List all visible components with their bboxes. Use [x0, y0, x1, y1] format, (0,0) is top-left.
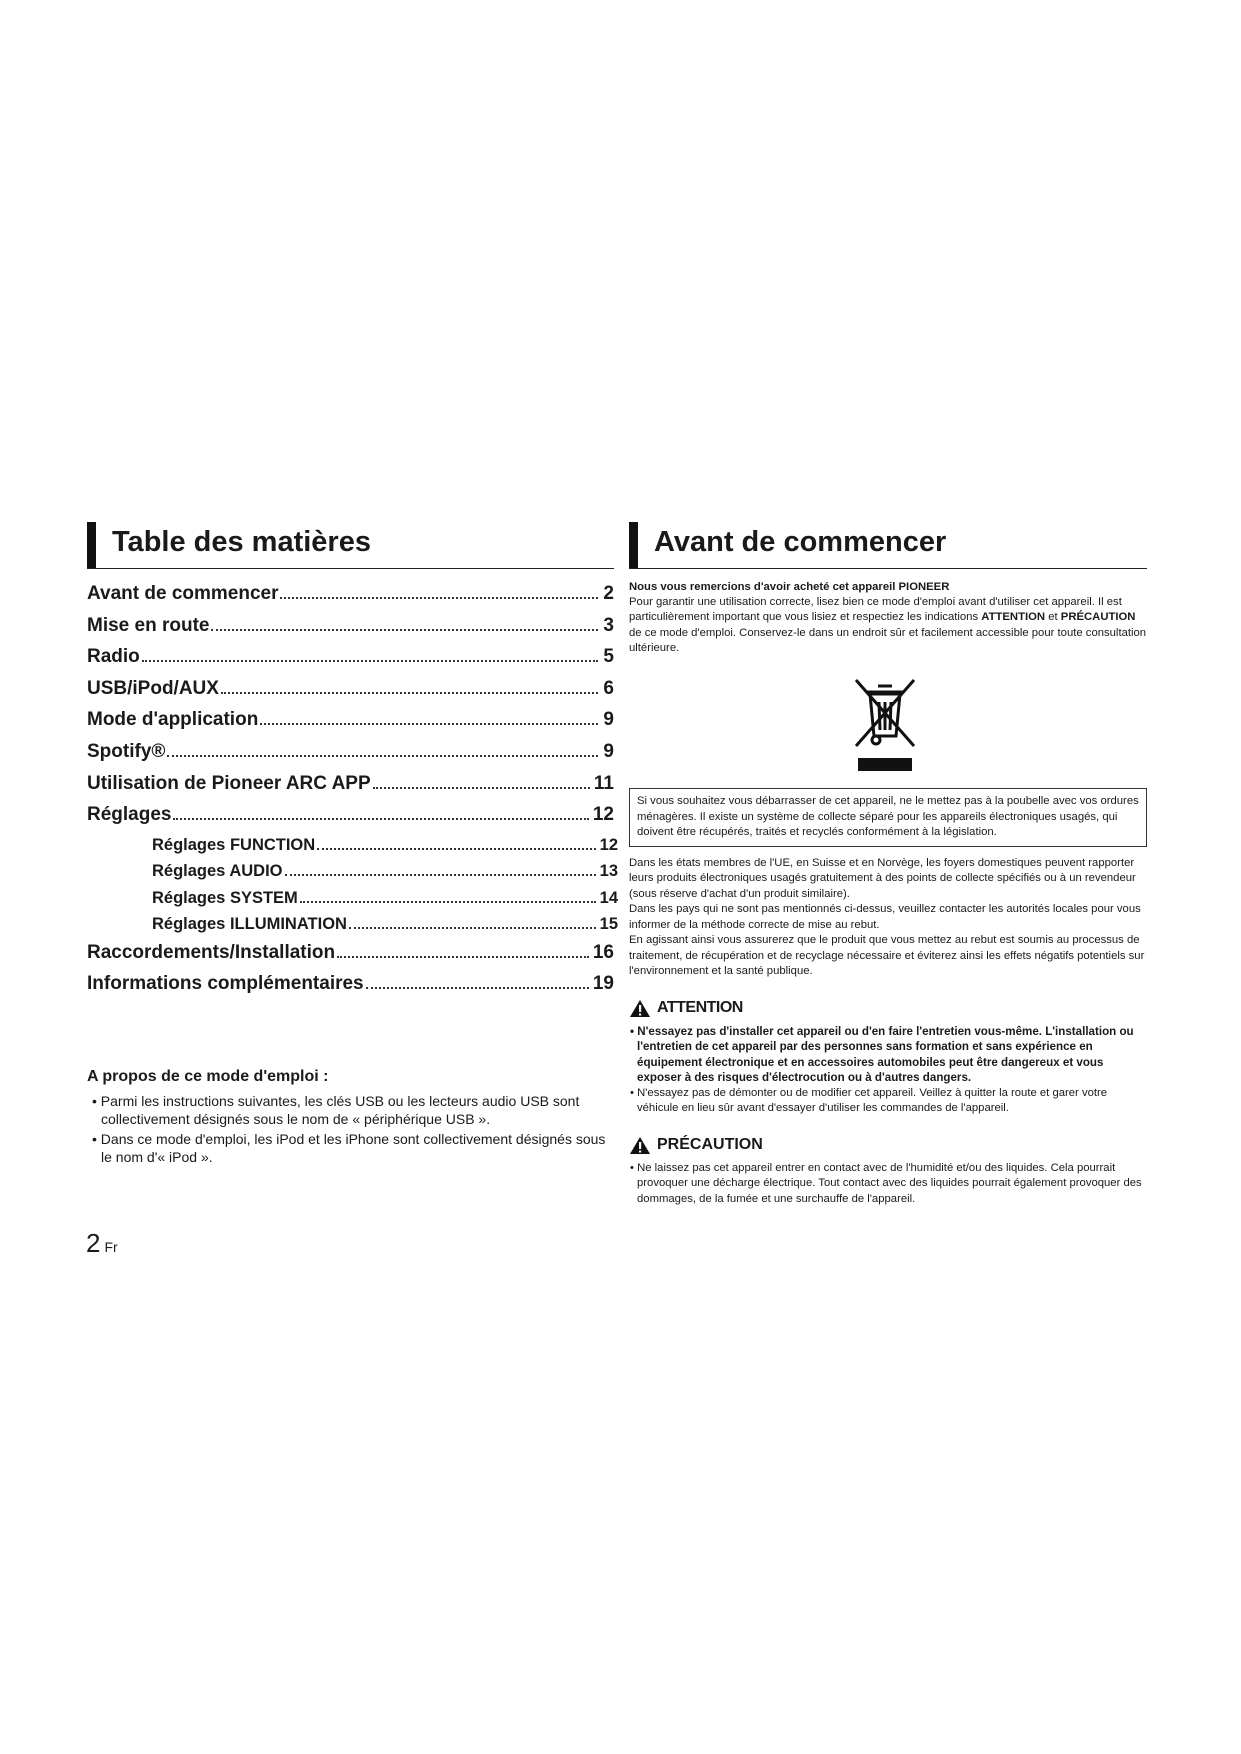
intro-text: Nous vous remercions d'avoir acheté cet appareil PIONEER Pour garantir une utilisation correcte, lisez bien ce mode d'emploi avant d'utiliser cet appareil. Il est particulièrement important que vous lisiez et respectiez les indications ATTENTION et PRÉCAUTION de ce mode d'emploi. Conservez-le dans un endroit sûr et facilement accessible pour toute consultation ultérieure. [629, 581, 1147, 654]
toc-entry[interactable] [87, 709, 614, 741]
toc-entry-page: 14 [599, 888, 618, 907]
attention-heading: ATTENTION [629, 999, 1147, 1018]
toc-entry-label: Réglages FUNCTION [152, 835, 316, 854]
toc-entry[interactable] [152, 862, 618, 889]
toc-entry-page: 16 [592, 941, 614, 963]
toc-leader-dots [349, 927, 596, 929]
toc-leader-dots [366, 987, 589, 989]
toc-leader-dots [211, 629, 598, 631]
toc-leader-dots [317, 848, 595, 850]
toc-entry-label: Spotify® [87, 740, 166, 762]
toc-entry-page: 19 [592, 973, 614, 995]
page-number: 2 Fr [86, 1228, 118, 1258]
attention-bullet: • N'essayez pas de démonter ou de modifier cet appareil. Veillez à quitter la route et garer votre véhicule en lieu sûr avant d'essayer d'utiliser les commandes de l'appareil. [630, 1086, 1108, 1115]
toc-entry-label: Utilisation de Pioneer ARC APP [87, 772, 371, 794]
before-start-column [629, 522, 1147, 1207]
toc-column [87, 522, 618, 1005]
toc-entry[interactable] [152, 836, 618, 863]
toc-entry-page: 9 [603, 709, 614, 731]
toc-entry-page: 9 [603, 740, 614, 762]
toc-leader-dots [221, 692, 598, 694]
disposal-notice: Si vous souhaitez vous débarrasser de cet appareil, ne le mettez pas à la poubelle avec vos ordures ménagères. Il existe un système de collecte séparé pour les appareils électroniques usagés, qui doivent être récupérés, traités et recyclés conformément à la législation. [629, 788, 1147, 847]
toc-leader-dots [373, 787, 590, 789]
toc-entry-page: 11 [593, 772, 614, 794]
before-start-title: Avant de commencer [654, 526, 947, 558]
toc-entry[interactable] [87, 741, 614, 773]
toc-leader-dots [280, 597, 598, 599]
attention-bullet: • N'essayez pas d'installer cet appareil ou d'en faire l'entretien vous-même. L'installation ou l'entretien de cet appareil par des personnes sans formation et sans expérience en équipement électronique et en accessoires automobiles peut être dangereux et vous exposer à des risques d'électrocution ou à d'autres dangers. [630, 1024, 1134, 1085]
section-bar [87, 522, 96, 568]
toc-entry-label: Réglages ILLUMINATION [152, 915, 347, 934]
section-bar [629, 522, 638, 568]
toc-entry-label: Réglages [87, 804, 172, 826]
language-code: Fr [104, 1239, 118, 1255]
toc-leader-dots [260, 723, 598, 725]
toc-entry-page: 15 [599, 915, 618, 934]
toc-entry-page: 12 [599, 835, 618, 854]
toc-entry-page: 12 [592, 804, 614, 826]
toc-leader-dots [142, 660, 598, 662]
precaution-heading: PRÉCAUTION [629, 1136, 1147, 1155]
toc-entry[interactable] [87, 678, 614, 710]
toc-leader-dots [285, 874, 596, 876]
crossed-out-wheelie-bin-icon [852, 674, 916, 774]
about-bullet: • Dans ce mode d'emploi, les iPod et les iPhone sont collectivement désignés sous le nom d'« iPod ». [92, 1131, 606, 1165]
toc-entry[interactable] [152, 915, 618, 942]
toc-entry[interactable] [87, 615, 614, 647]
toc-leader-dots [167, 755, 598, 757]
toc-entry-page: 2 [603, 583, 614, 604]
disposal-text: Dans les états membres de l'UE, en Suisse et en Norvège, les foyers domestiques peuvent rapporter leurs produits électroniques usagés gratuitement à des points de collecte spécifiés ou à un revendeur (sous réserve d'achat d'un produit similaire). Dans les pays qui ne sont pas mentionnés ci-dessus, veuillez contacter les autorités locales pour vous informer de la méthode correcte de mise au rebut. En agissant ainsi vous assurerez que le produit que vous mettez au rebut est soumis au processus de traitement, de récupération et de recyclage nécessaire et éviterez ainsi les effets négatifs potentiels sur l'environnement et la santé publique. [629, 856, 1145, 978]
toc-leader-dots [300, 901, 596, 903]
toc-leader-dots [173, 818, 588, 820]
toc-entry[interactable] [87, 942, 614, 974]
toc-entry[interactable] [87, 583, 614, 615]
toc-entry-label: Raccordements/Installation [87, 941, 336, 963]
toc-entry[interactable] [87, 646, 614, 678]
toc-entry-page: 13 [599, 862, 618, 881]
about-bullet: • Parmi les instructions suivantes, les clés USB ou les lecteurs audio USB sont collectivement désignés sous le nom de « périphérique USB ». [92, 1093, 580, 1127]
toc-entry[interactable] [87, 773, 614, 805]
toc-entry-label: USB/iPod/AUX [87, 677, 219, 699]
toc-entry-label: Informations complémentaires [87, 973, 364, 995]
toc-entry-label: Réglages AUDIO [152, 862, 283, 881]
toc-entry-label: Réglages SYSTEM [152, 888, 298, 907]
toc-entry-label: Radio [87, 646, 140, 668]
warning-triangle-icon [629, 999, 651, 1018]
toc-leader-dots [337, 956, 589, 958]
toc-entry-page: 3 [603, 614, 614, 636]
toc-entry-page: 5 [603, 646, 614, 668]
before-start-header [629, 522, 1147, 569]
toc-entry[interactable] [87, 804, 614, 836]
toc-list [87, 583, 618, 1005]
toc-title: Table des matières [112, 526, 371, 558]
toc-header [87, 522, 614, 569]
toc-entry-label: Mode d'application [87, 709, 259, 731]
about-manual [87, 1068, 614, 1168]
about-title: A propos de ce mode d'emploi : [87, 1068, 329, 1085]
toc-entry-label: Mise en route [87, 614, 210, 636]
precaution-bullet: • Ne laissez pas cet appareil entrer en contact avec de l'humidité et/ou des liquides. Cela pourrait provoquer une décharge électrique. Tout contact avec des liquides pourrait également provoquer des dommages, de la fumée et une surchauffe de l'appareil. [630, 1161, 1142, 1205]
toc-entry[interactable] [152, 889, 618, 916]
toc-entry-page: 6 [603, 677, 614, 699]
toc-entry[interactable] [87, 973, 614, 1005]
thanks-line: Nous vous remercions d'avoir acheté cet appareil PIONEER [629, 581, 950, 593]
warning-triangle-icon [629, 1136, 651, 1155]
toc-entry-label: Avant de commencer [87, 583, 279, 604]
